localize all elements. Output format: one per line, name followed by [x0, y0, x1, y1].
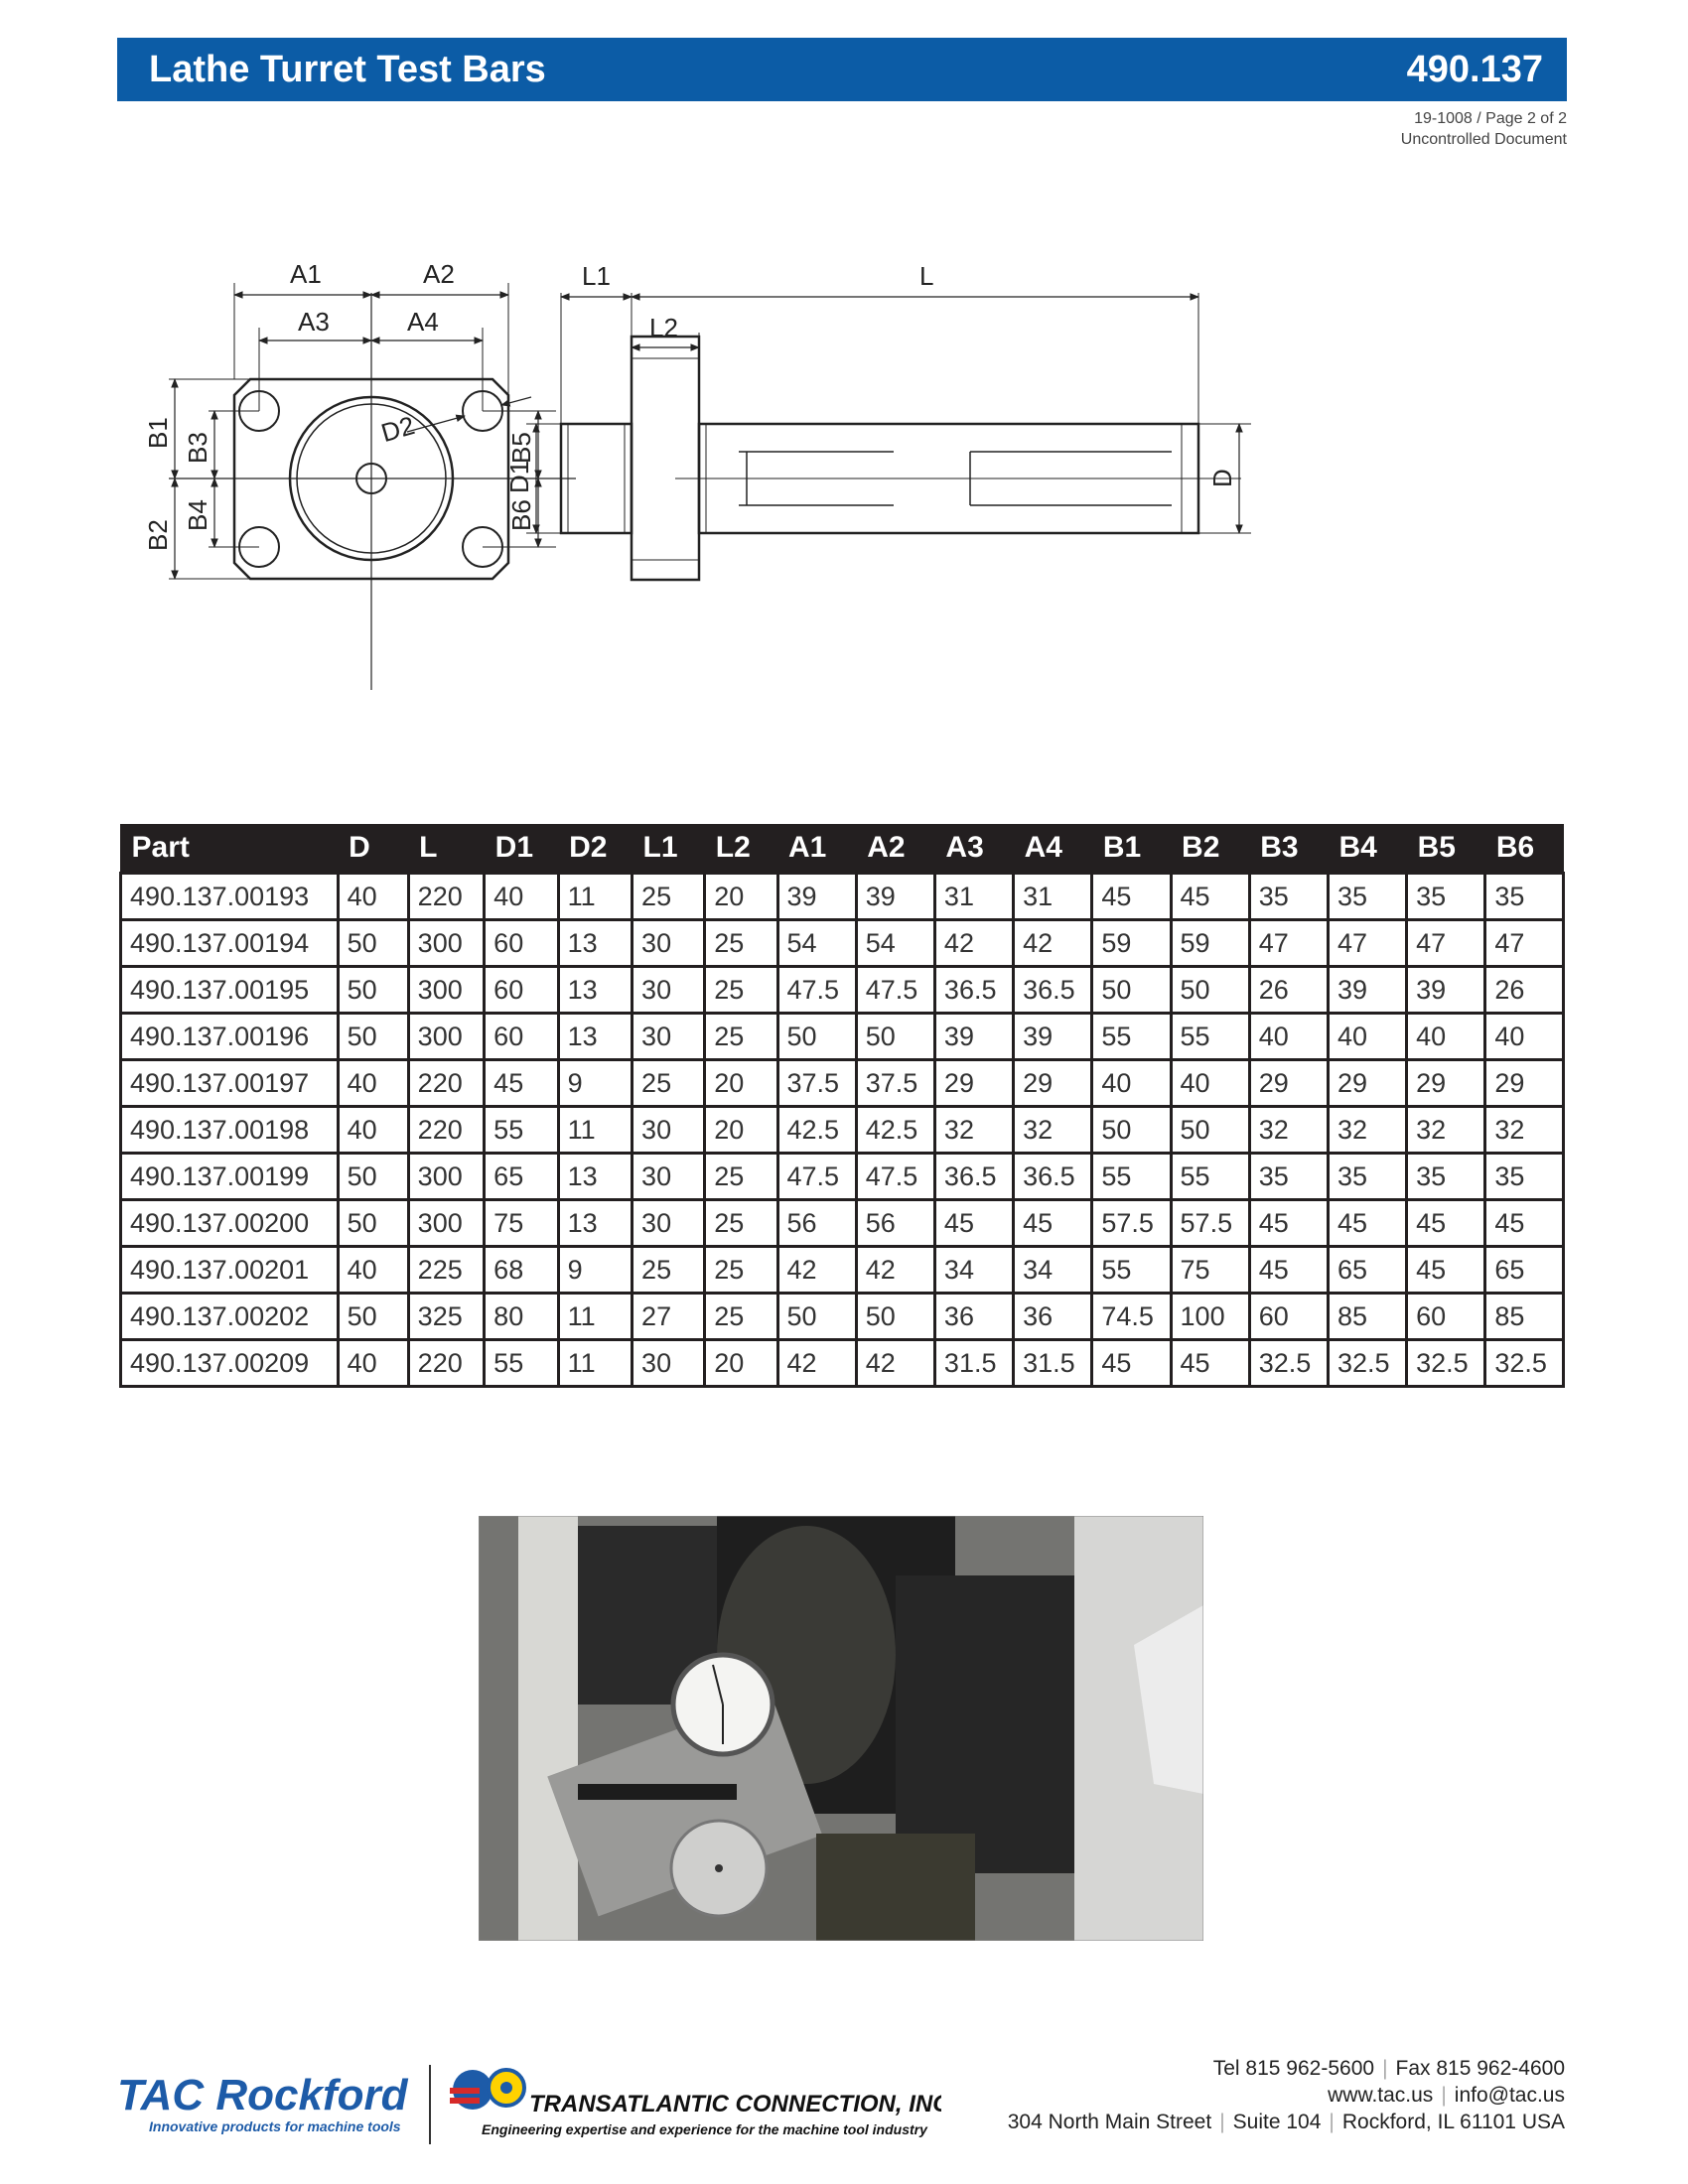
dimension-cell: 35: [1485, 874, 1564, 920]
dimension-cell: 39: [777, 874, 856, 920]
dimension-cell: 68: [485, 1247, 558, 1294]
dimension-cell: 55: [485, 1107, 558, 1154]
dimension-cell: 55: [1171, 1014, 1249, 1060]
dimension-cell: 32: [1014, 1107, 1092, 1154]
dimension-cell: 32: [1249, 1107, 1328, 1154]
dimension-cell: 47.5: [777, 1154, 856, 1200]
column-header: L2: [705, 824, 777, 874]
dimension-cell: 36: [934, 1294, 1013, 1340]
dimension-cell: 29: [1328, 1060, 1406, 1107]
dimension-cell: 45: [1407, 1200, 1485, 1247]
dimension-cell: 75: [485, 1200, 558, 1247]
dimension-cell: 39: [1407, 967, 1485, 1014]
dimension-cell: 29: [1249, 1060, 1328, 1107]
dimension-cell: 13: [558, 1014, 632, 1060]
dimension-cell: 31.5: [934, 1340, 1013, 1387]
dimension-cell: 25: [705, 920, 777, 967]
street: 304 North Main Street: [1007, 2111, 1212, 2133]
dimension-cell: 47.5: [856, 1154, 934, 1200]
dimension-cell: 25: [705, 1294, 777, 1340]
dimension-cell: 47: [1485, 920, 1564, 967]
dimension-cell: 40: [1485, 1014, 1564, 1060]
dimension-cell: 50: [1092, 967, 1171, 1014]
label-a3: A3: [298, 307, 330, 337]
dimension-cell: 50: [338, 1294, 408, 1340]
dimension-cell: 20: [705, 874, 777, 920]
label-b5: B5: [506, 432, 536, 464]
footer-logos: [117, 2060, 941, 2154]
column-header: Part: [121, 824, 339, 874]
dimension-cell: 40: [338, 874, 408, 920]
flags-gear-icon: [450, 2070, 524, 2110]
dimension-cell: 25: [633, 1247, 705, 1294]
dimension-cell: 50: [338, 1154, 408, 1200]
technical-drawing: [139, 253, 1559, 720]
part-number-cell: 490.137.00200: [121, 1200, 339, 1247]
column-header: B1: [1092, 824, 1171, 874]
dimension-cell: 30: [633, 1014, 705, 1060]
dimension-cell: 60: [485, 1014, 558, 1060]
table-header-row: [121, 824, 1564, 874]
column-header: B6: [1485, 824, 1564, 874]
dimension-cell: 50: [856, 1014, 934, 1060]
dimension-cell: 300: [408, 967, 485, 1014]
dimension-cell: 30: [633, 1107, 705, 1154]
dimension-cell: 220: [408, 1107, 485, 1154]
dimension-cell: 32: [934, 1107, 1013, 1154]
dimension-cell: 60: [1407, 1294, 1485, 1340]
dimension-cell: 36.5: [1014, 1154, 1092, 1200]
dimension-cell: 100: [1171, 1294, 1249, 1340]
label-b6: B6: [506, 499, 536, 531]
part-number-cell: 490.137.00196: [121, 1014, 339, 1060]
label-d: D: [1207, 469, 1237, 487]
dimension-cell: 11: [558, 1107, 632, 1154]
part-number-cell: 490.137.00195: [121, 967, 339, 1014]
turret-photo: [479, 1516, 1203, 1941]
dimension-cell: 40: [338, 1247, 408, 1294]
dimension-cell: 42: [777, 1247, 856, 1294]
dimension-cell: 45: [1328, 1200, 1406, 1247]
table-row: [121, 1107, 1564, 1154]
dimension-cell: 35: [1328, 1154, 1406, 1200]
dimensions-table: [119, 824, 1565, 1388]
dimension-cell: 25: [705, 1247, 777, 1294]
dimension-cell: 60: [485, 920, 558, 967]
dimension-cell: 80: [485, 1294, 558, 1340]
dimension-cell: 40: [1249, 1014, 1328, 1060]
column-header: A1: [777, 824, 856, 874]
dimension-cell: 36.5: [934, 967, 1013, 1014]
dimension-cell: 55: [1171, 1154, 1249, 1200]
dimension-cell: 11: [558, 874, 632, 920]
dimension-cell: 35: [1249, 1154, 1328, 1200]
dimension-cell: 59: [1171, 920, 1249, 967]
page-title: Lathe Turret Test Bars: [149, 48, 546, 90]
table-row: [121, 1154, 1564, 1200]
dimension-cell: 42: [934, 920, 1013, 967]
dimension-cell: 39: [1328, 967, 1406, 1014]
dimension-cell: 40: [1092, 1060, 1171, 1107]
dimension-cell: 85: [1485, 1294, 1564, 1340]
table-row: [121, 1014, 1564, 1060]
dimension-cell: 39: [934, 1014, 1013, 1060]
dimension-cell: 31.5: [1014, 1340, 1092, 1387]
dimension-cell: 13: [558, 967, 632, 1014]
document-info: [1401, 108, 1567, 150]
dimension-cell: 40: [338, 1340, 408, 1387]
table-row: [121, 1060, 1564, 1107]
label-l1: L1: [582, 261, 611, 291]
dimension-cell: 65: [1485, 1247, 1564, 1294]
dimension-cell: 39: [1014, 1014, 1092, 1060]
column-header: B2: [1171, 824, 1249, 874]
dimension-cell: 60: [1249, 1294, 1328, 1340]
label-b4: B4: [183, 499, 212, 531]
phone-line: Tel 815 962-5600 | Fax 815 962-4600: [1212, 2057, 1565, 2080]
label-b3: B3: [183, 432, 212, 464]
dimension-cell: 32.5: [1407, 1340, 1485, 1387]
dimension-cell: 220: [408, 874, 485, 920]
email-link[interactable]: info@tac.us: [1454, 2084, 1565, 2107]
dimension-cell: 29: [934, 1060, 1013, 1107]
dimension-cell: 30: [633, 920, 705, 967]
dimension-cell: 36: [1014, 1294, 1092, 1340]
side-view: [526, 293, 1251, 580]
label-a1: A1: [290, 259, 322, 289]
dimension-cell: 50: [338, 1200, 408, 1247]
dimension-cell: 25: [705, 1154, 777, 1200]
table-row: [121, 1247, 1564, 1294]
dimension-cell: 31: [934, 874, 1013, 920]
column-header: A2: [856, 824, 934, 874]
part-number-cell: 490.137.00193: [121, 874, 339, 920]
dimension-cell: 32: [1328, 1107, 1406, 1154]
dimension-cell: 40: [485, 874, 558, 920]
dimension-cell: 55: [1092, 1247, 1171, 1294]
dimension-cell: 32.5: [1249, 1340, 1328, 1387]
dimension-cell: 65: [485, 1154, 558, 1200]
dimension-cell: 13: [558, 1200, 632, 1247]
dimension-cell: 50: [777, 1294, 856, 1340]
dimension-cell: 57.5: [1092, 1200, 1171, 1247]
tac-rockford-logo: TAC Rockford: [117, 2071, 408, 2119]
dimension-cell: 13: [558, 920, 632, 967]
page-number: 19-1008 / Page 2 of 2: [1414, 110, 1567, 127]
dimension-cell: 32.5: [1328, 1340, 1406, 1387]
label-a4: A4: [407, 307, 439, 337]
dimension-cell: 300: [408, 1154, 485, 1200]
dimension-cell: 29: [1014, 1060, 1092, 1107]
dimension-cell: 25: [633, 874, 705, 920]
column-header: B4: [1328, 824, 1406, 874]
dimension-cell: 45: [1092, 874, 1171, 920]
dimension-cell: 300: [408, 920, 485, 967]
dimension-cell: 45: [1249, 1200, 1328, 1247]
dimension-cell: 75: [1171, 1247, 1249, 1294]
column-header: A4: [1014, 824, 1092, 874]
table-row: [121, 1340, 1564, 1387]
dimension-cell: 13: [558, 1154, 632, 1200]
label-d1: D1: [504, 460, 534, 493]
dimension-cell: 35: [1249, 874, 1328, 920]
label-a2: A2: [423, 259, 455, 289]
dimension-cell: 31: [1014, 874, 1092, 920]
dimension-cell: 300: [408, 1200, 485, 1247]
dimension-cell: 39: [856, 874, 934, 920]
dimension-cell: 45: [934, 1200, 1013, 1247]
dimension-cell: 40: [1407, 1014, 1485, 1060]
dimension-cell: 65: [1328, 1247, 1406, 1294]
label-l2: L2: [649, 313, 678, 342]
dimension-cell: 56: [777, 1200, 856, 1247]
transatlantic-tagline: Engineering expertise and experience for the machine tool industry: [482, 2121, 927, 2137]
column-header: B5: [1407, 824, 1485, 874]
dimension-cell: 42: [856, 1340, 934, 1387]
dimension-cell: 56: [856, 1200, 934, 1247]
dimension-cell: 27: [633, 1294, 705, 1340]
dimension-cell: 45: [1407, 1247, 1485, 1294]
table-row: [121, 967, 1564, 1014]
dimension-cell: 40: [1171, 1060, 1249, 1107]
label-b1: B1: [143, 417, 173, 449]
dimension-cell: 50: [1171, 967, 1249, 1014]
dimension-cell: 30: [633, 1340, 705, 1387]
dimension-cell: 32: [1407, 1107, 1485, 1154]
company-logos: [117, 2060, 941, 2149]
city: Rockford, IL 61101 USA: [1341, 2111, 1565, 2133]
dimension-cell: 225: [408, 1247, 485, 1294]
dimension-cell: 20: [705, 1107, 777, 1154]
part-number-cell: 490.137.00197: [121, 1060, 339, 1107]
column-header: D: [338, 824, 408, 874]
transatlantic-logo: TRANSATLANTIC CONNECTION, INC.: [529, 2091, 941, 2117]
dimension-cell: 34: [1014, 1247, 1092, 1294]
part-number-cell: 490.137.00198: [121, 1107, 339, 1154]
table-row: [121, 1200, 1564, 1247]
dimension-cell: 20: [705, 1060, 777, 1107]
dimension-cell: 9: [558, 1060, 632, 1107]
dimension-cell: 30: [633, 1200, 705, 1247]
dimension-cell: 32.5: [1485, 1340, 1564, 1387]
dimension-cell: 55: [1092, 1154, 1171, 1200]
dimension-cell: 47: [1407, 920, 1485, 967]
dimension-cell: 34: [934, 1247, 1013, 1294]
dimension-cell: 50: [338, 920, 408, 967]
dimension-cell: 50: [777, 1014, 856, 1060]
dimension-cell: 74.5: [1092, 1294, 1171, 1340]
dimension-cell: 20: [705, 1340, 777, 1387]
column-header: L1: [633, 824, 705, 874]
part-number-cell: 490.137.00194: [121, 920, 339, 967]
dimension-cell: 29: [1485, 1060, 1564, 1107]
document-status: Uncontrolled Document: [1400, 131, 1567, 148]
suite: Suite 104: [1232, 2111, 1322, 2133]
part-number-cell: 490.137.00201: [121, 1247, 339, 1294]
dimension-cell: 40: [338, 1107, 408, 1154]
dimension-cell: 45: [1092, 1340, 1171, 1387]
dimension-cell: 57.5: [1171, 1200, 1249, 1247]
dimension-cell: 59: [1092, 920, 1171, 967]
dimension-cell: 26: [1249, 967, 1328, 1014]
dimension-cell: 45: [1171, 1340, 1249, 1387]
part-number-cell: 490.137.00209: [121, 1340, 339, 1387]
dimension-cell: 25: [705, 967, 777, 1014]
tac-tagline: Innovative products for machine tools: [149, 2118, 401, 2134]
table-row: [121, 920, 1564, 967]
dimension-cell: 45: [1485, 1200, 1564, 1247]
dimension-cell: 220: [408, 1060, 485, 1107]
dimension-cell: 220: [408, 1340, 485, 1387]
address-line: 304 North Main Street | Suite 104 | Rockford, IL 61101 USA: [1007, 2111, 1565, 2133]
dimension-cell: 42: [1014, 920, 1092, 967]
telephone: Tel 815 962-5600: [1212, 2057, 1375, 2080]
column-header: L: [408, 824, 485, 874]
header-bar: [117, 38, 1567, 101]
product-code: 490.137: [1406, 48, 1543, 90]
dimension-cell: 42: [856, 1247, 934, 1294]
dimension-cell: 35: [1485, 1154, 1564, 1200]
label-d2: D2: [377, 410, 418, 449]
dimension-cell: 55: [1092, 1014, 1171, 1060]
dimension-cell: 40: [338, 1060, 408, 1107]
dimension-cell: 85: [1328, 1294, 1406, 1340]
dimension-cell: 50: [856, 1294, 934, 1340]
dimension-cell: 300: [408, 1014, 485, 1060]
dimension-cell: 35: [1407, 874, 1485, 920]
part-number-cell: 490.137.00199: [121, 1154, 339, 1200]
dimension-cell: 36.5: [934, 1154, 1013, 1200]
dimension-cell: 54: [777, 920, 856, 967]
dimension-cell: 54: [856, 920, 934, 967]
dimension-cell: 9: [558, 1247, 632, 1294]
dimension-cell: 55: [485, 1340, 558, 1387]
contact-info: [1008, 2055, 1565, 2135]
dimension-cell: 35: [1328, 874, 1406, 920]
dimension-cell: 50: [338, 1014, 408, 1060]
dimension-cell: 47.5: [777, 967, 856, 1014]
dimension-cell: 25: [633, 1060, 705, 1107]
dimension-cell: 25: [705, 1014, 777, 1060]
label-l: L: [919, 261, 934, 291]
label-b2: B2: [143, 519, 173, 551]
web-line: www.tac.us | info@tac.us: [1328, 2084, 1565, 2107]
dimension-cell: 32: [1485, 1107, 1564, 1154]
dimension-cell: 42: [777, 1340, 856, 1387]
dimension-cell: 35: [1407, 1154, 1485, 1200]
dimension-cell: 47: [1249, 920, 1328, 967]
dimension-cell: 45: [1014, 1200, 1092, 1247]
dimension-cell: 11: [558, 1294, 632, 1340]
column-header: A3: [934, 824, 1013, 874]
dimension-cell: 29: [1407, 1060, 1485, 1107]
dimension-cell: 45: [485, 1060, 558, 1107]
dimension-cell: 30: [633, 967, 705, 1014]
dimension-cell: 30: [633, 1154, 705, 1200]
dimension-cell: 42.5: [856, 1107, 934, 1154]
dimension-cell: 60: [485, 967, 558, 1014]
column-header: D1: [485, 824, 558, 874]
website-link[interactable]: www.tac.us: [1328, 2084, 1434, 2107]
dimension-cell: 40: [1328, 1014, 1406, 1060]
part-number-cell: 490.137.00202: [121, 1294, 339, 1340]
column-header: B3: [1249, 824, 1328, 874]
dimension-cell: 47: [1328, 920, 1406, 967]
dimension-cell: 50: [1171, 1107, 1249, 1154]
dimension-cell: 25: [705, 1200, 777, 1247]
dimension-cell: 36.5: [1014, 967, 1092, 1014]
column-header: D2: [558, 824, 632, 874]
dimension-cell: 42.5: [777, 1107, 856, 1154]
dimension-cell: 50: [1092, 1107, 1171, 1154]
dimension-cell: 37.5: [777, 1060, 856, 1107]
table-row: [121, 874, 1564, 920]
dimension-cell: 45: [1249, 1247, 1328, 1294]
dimension-cell: 50: [338, 967, 408, 1014]
dimension-cell: 11: [558, 1340, 632, 1387]
dimension-cell: 45: [1171, 874, 1249, 920]
dimension-cell: 47.5: [856, 967, 934, 1014]
dimension-cell: 325: [408, 1294, 485, 1340]
dimension-cell: 26: [1485, 967, 1564, 1014]
dimension-cell: 37.5: [856, 1060, 934, 1107]
fax: Fax 815 962-4600: [1395, 2057, 1565, 2080]
table-row: [121, 1294, 1564, 1340]
